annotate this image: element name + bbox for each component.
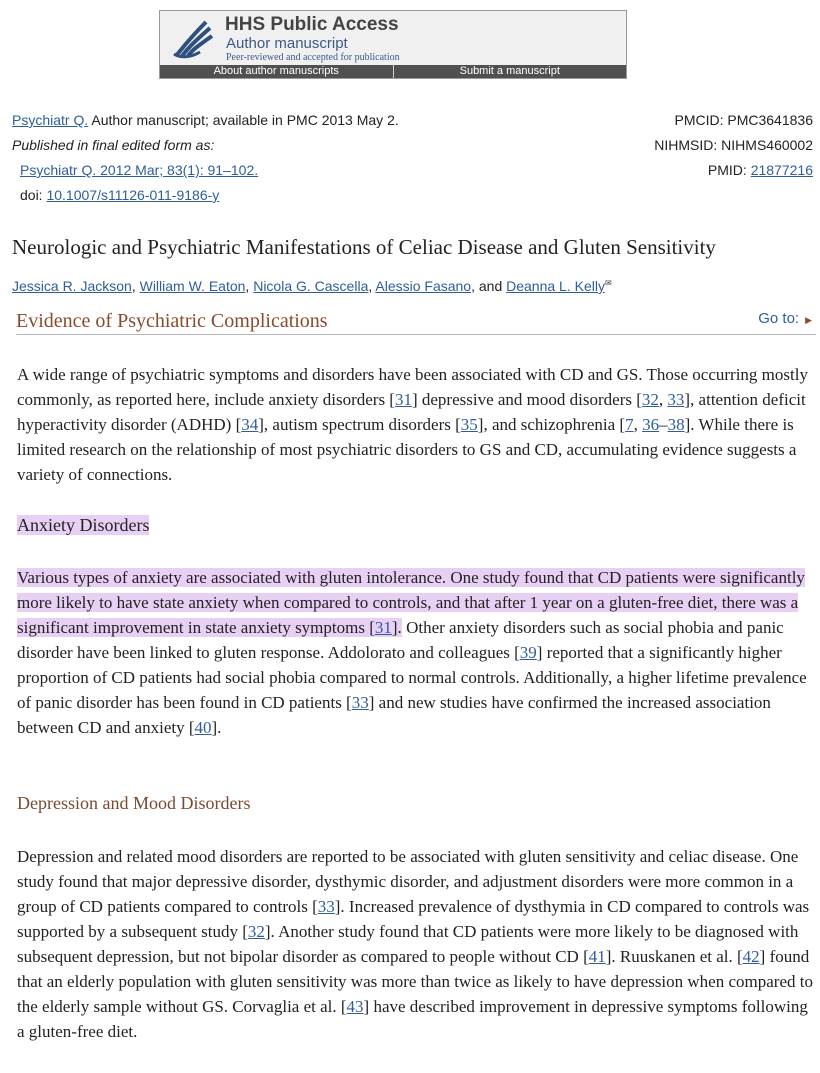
citation-line — [20, 162, 258, 178]
citation-link[interactable]: 38 — [667, 415, 685, 434]
citation-link[interactable]: 33 — [317, 897, 335, 916]
anxiety-paragraph — [17, 565, 817, 740]
availability-text: Author manuscript; available in PMC 2013 May 2. — [88, 112, 399, 128]
section-header — [16, 308, 816, 335]
banner-tagline: Peer-reviewed and accepted for publication — [226, 52, 400, 63]
corresponding-author-mail-icon[interactable]: ✉ — [604, 278, 612, 288]
text-run: Depression and related mood disorders are reported to be associated with gluten sensitivity and celiac disease. One study found that major depressive disorder, dysthymic disorder, and adjustment disorders were more common in a group of CD patients compared to controls [ — [17, 847, 799, 916]
text-run: , — [633, 415, 643, 434]
pmcid: PMCID: PMC3641836 — [674, 112, 813, 128]
anxiety-heading — [17, 513, 149, 538]
published-label: Published in final edited form as: — [12, 137, 215, 153]
text-run: ]. Increased prevalence of dysthymia in CD compared to controls was supported by a subsequent study [ — [17, 897, 810, 941]
text-run: ], autism spectrum disorders [ — [258, 415, 461, 434]
text-run: ] found that an elderly population with gluten sensitivity was more than twice as likely to have depression when compared to the elderly sample without GS. Corvaglia et al. [ — [17, 947, 813, 1016]
text-run: ]. Ruuskanen et al. [ — [605, 947, 743, 966]
text-run: , — [658, 390, 668, 409]
authors-and: and — [478, 278, 503, 294]
doi-label: doi: — [20, 187, 47, 203]
author-link[interactable]: William W. Eaton — [139, 278, 246, 294]
pmid-label: PMID: — [707, 162, 751, 178]
banner-links — [160, 65, 626, 78]
author-list: Jessica R. Jackson, William W. Eaton, Nicola G. Cascella, Alessio Fasano, and Deanna L. Kelly✉ — [12, 278, 612, 294]
citation-link[interactable]: 43 — [346, 997, 364, 1016]
citation-link[interactable]: 40 — [194, 718, 212, 737]
citation-link[interactable]: 7 — [625, 415, 634, 434]
triangle-right-icon: ▶ — [805, 315, 812, 325]
citation-link[interactable]: 33 — [667, 390, 685, 409]
text-run: – — [659, 415, 668, 434]
anxiety-heading-text: Anxiety Disorders — [17, 515, 150, 535]
text-run: ], and schizophrenia [ — [477, 415, 626, 434]
article-title: Neurologic and Psychiatric Manifestations of Celiac Disease and Gluten Sensitivity — [12, 235, 716, 259]
text-run: ] and new studies have confirmed the increased association between CD and anxiety [ — [17, 693, 771, 737]
journal-link[interactable]: Psychiatr Q. — [12, 112, 89, 128]
section-heading: Evidence of Psychiatric Complications — [16, 310, 328, 332]
pmid-link[interactable]: 21877216 — [750, 162, 813, 178]
banner-subtitle: Author manuscript — [226, 35, 348, 52]
citation-link[interactable]: 31 — [394, 390, 412, 409]
goto-menu[interactable] — [758, 310, 812, 327]
text-run: ], attention deficit hyperactivity disorder (ADHD) [ — [17, 390, 806, 434]
author-link[interactable]: Alessio Fasano — [375, 278, 472, 294]
availability-line — [12, 112, 399, 128]
hhs-banner — [159, 10, 627, 79]
text-run: ]. While there is limited research on the relationship of most psychiatric disorders to GS and CD, accumulating evidence suggests a variety of connections. — [17, 415, 797, 484]
citation-link[interactable]: 34 — [241, 415, 259, 434]
text-run: ]. — [211, 718, 222, 737]
text-run: ] reported that a significantly higher proportion of CD patients had social phobia compared to normal controls. Additionally, a higher lifetime prevalence of panic disorder has been found in CD patients [ — [17, 643, 807, 712]
citation-link[interactable]: 39 — [519, 643, 537, 662]
text-run: A wide range of psychiatric symptoms and disorders have been associated with CD and GS. Those occurring mostly commonly, as reported here, include anxiety disorders [ — [17, 365, 808, 409]
citation-link[interactable]: 33 — [351, 693, 369, 712]
text-run: ] have described improvement in depressive symptoms following a gluten-free diet. — [17, 997, 808, 1041]
text-run: ]. — [391, 618, 402, 637]
doi-link[interactable]: 10.1007/s11126-011-9186-y — [46, 187, 220, 203]
text-run: ] depressive and mood disorders [ — [411, 390, 642, 409]
citation-link[interactable]: 32 — [247, 922, 265, 941]
citation-link[interactable]: 41 — [588, 947, 606, 966]
text-run: Other anxiety disorders such as social phobia and panic disorder have been linked to gluten response. Addolorato and colleagues [ — [17, 618, 784, 662]
citation-link[interactable]: 36 — [642, 415, 660, 434]
depression-paragraph — [17, 844, 817, 1044]
nihmsid: NIHMSID: NIHMS460002 — [654, 137, 813, 153]
doi-line — [20, 187, 219, 203]
goto-label: Go to: — [758, 310, 800, 327]
text-run: Various types of anxiety are associated with gluten intolerance. One study found that CD patients were significantly more likely to have state anxiety when compared to controls, and that after 1 year on a gluten-free diet, there was a significant improvement in state anxiety symptoms [ — [17, 568, 805, 637]
intro-paragraph — [17, 362, 817, 487]
author-link[interactable]: Deanna L. Kelly — [506, 278, 605, 294]
about-author-manuscripts-link[interactable]: About author manuscripts — [213, 65, 339, 77]
citation-link[interactable]: 31 — [374, 618, 392, 637]
citation-link[interactable]: 35 — [460, 415, 478, 434]
text-run: ]. Another study found that CD patients were more likely to be diagnosed with subsequent depression, but not bipolar disorder as compared to people without CD [ — [17, 922, 799, 966]
banner-title: HHS Public Access — [225, 14, 399, 35]
author-link[interactable]: Nicola G. Cascella — [253, 278, 369, 294]
citation-link[interactable]: 32 — [641, 390, 659, 409]
citation-link[interactable]: 42 — [742, 947, 760, 966]
pmid-line — [708, 162, 813, 178]
hhs-eagle-logo-icon — [170, 16, 216, 62]
submit-manuscript-link[interactable]: Submit a manuscript — [393, 65, 627, 78]
depression-heading: Depression and Mood Disorders — [17, 793, 251, 813]
citation-link[interactable]: Psychiatr Q. 2012 Mar; 83(1): 91–102. — [20, 162, 259, 178]
author-link[interactable]: Jessica R. Jackson — [12, 278, 132, 294]
